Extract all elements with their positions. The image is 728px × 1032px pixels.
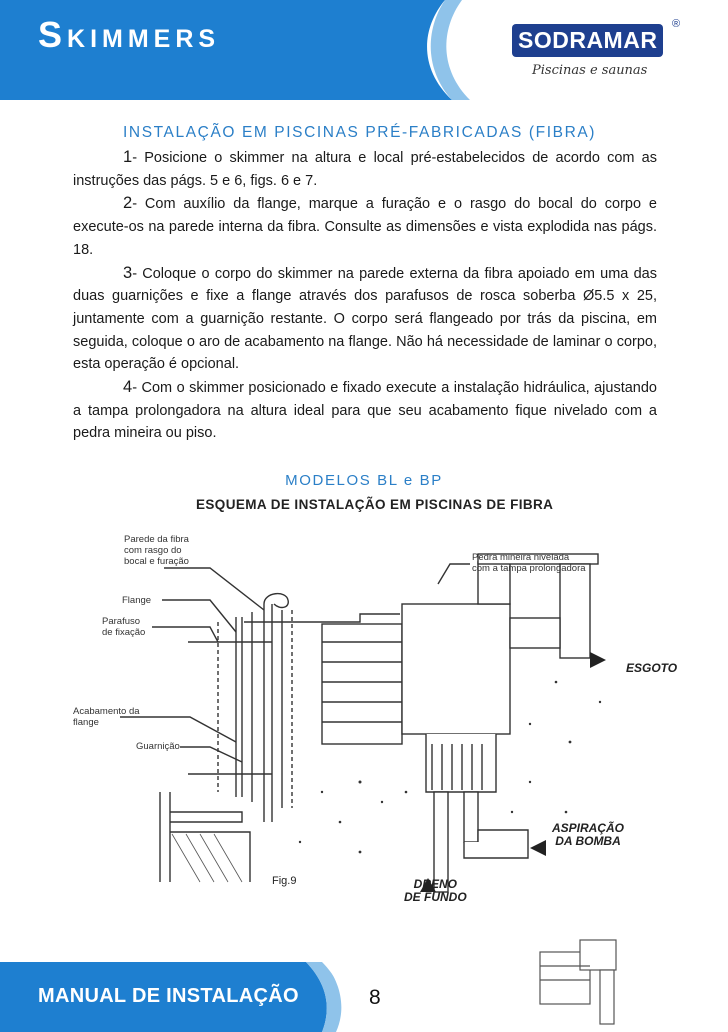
footer-background: [0, 932, 728, 1032]
brand-name: SODRAMAR: [512, 24, 663, 57]
label-aspiracao: ASPIRAÇÃO DA BOMBA: [552, 821, 625, 848]
figure-caption: Fig.9: [272, 875, 297, 887]
page-number: 8: [369, 986, 381, 1009]
footer-title: MANUAL DE INSTALAÇÃO: [38, 985, 299, 1007]
label-esgoto: ESGOTO: [626, 661, 678, 675]
diagram-title: ESQUEMA DE INSTALAÇÃO EM PISCINAS DE FIBRA: [196, 497, 554, 512]
step-number: 4: [123, 378, 133, 397]
label-parede: Parede da fibra com rasgo do bocal e furação: [124, 534, 189, 567]
step-number: 1: [123, 148, 133, 166]
step-paragraph: [73, 192, 657, 261]
step-text: - Posicione o skimmer na altura e local pré-estabelecidos de acordo com as instruções das págs. 5 e 6, figs. 6 e 7.: [73, 150, 657, 189]
label-parafuso: Parafuso de fixação: [102, 616, 146, 638]
label-guarnicao: Guarnição: [136, 741, 180, 752]
models-title: MODELOS BL e BP: [285, 472, 443, 489]
page-footer: [0, 932, 728, 1032]
label-flange: Flange: [122, 595, 152, 606]
label-acabamento: Acabamento da flange: [73, 706, 140, 728]
registered-mark: ®: [672, 18, 681, 30]
section-title: INSTALAÇÃO EM PISCINAS PRÉ-FABRICADAS (FIBRA): [123, 124, 597, 141]
brand-logo: [512, 18, 688, 78]
step-number: 2: [123, 194, 133, 213]
page-header: [0, 0, 728, 100]
step-text: - Com o skimmer posicionado e fixado execute a instalação hidráulica, ajustando a tampa prolongadora na altura ideal para que seu acabamento fique nivelado com a pedra mineira ou piso.: [73, 380, 657, 442]
step-number: 3: [123, 263, 133, 282]
main-content: [73, 124, 657, 445]
installation-diagram: [60, 492, 678, 912]
step-paragraph: [73, 376, 657, 445]
step-text: - Com auxílio da flange, marque a furação e o rasgo do bocal do corpo e execute-os na parede interna da fibra. Consulte as dimensões e vista explodida nas págs. 18.: [73, 196, 657, 258]
step-text: - Coloque o corpo do skimmer na parede externa da fibra apoiado em uma das duas guarnições e fixe a flange através dos parafusos de rosca soberba Ø5.5 x 25, juntamente com a guarnição restante. O corpo será flangeado por trás da piscina, em seguida, coloque o aro de acabamento na flange. Não há necessidade de laminar o corpo, esta operação é opcional.: [73, 265, 657, 373]
step-paragraph: [73, 146, 657, 192]
step-paragraph: [73, 262, 657, 377]
header-title: Skimmers: [38, 14, 221, 55]
label-dreno: DRENO DE FUNDO: [404, 877, 467, 904]
brand-tagline: Piscinas e saunas: [532, 63, 648, 78]
label-pedra: Pedra mineira nivelada com a tampa prolongadora: [472, 552, 586, 574]
